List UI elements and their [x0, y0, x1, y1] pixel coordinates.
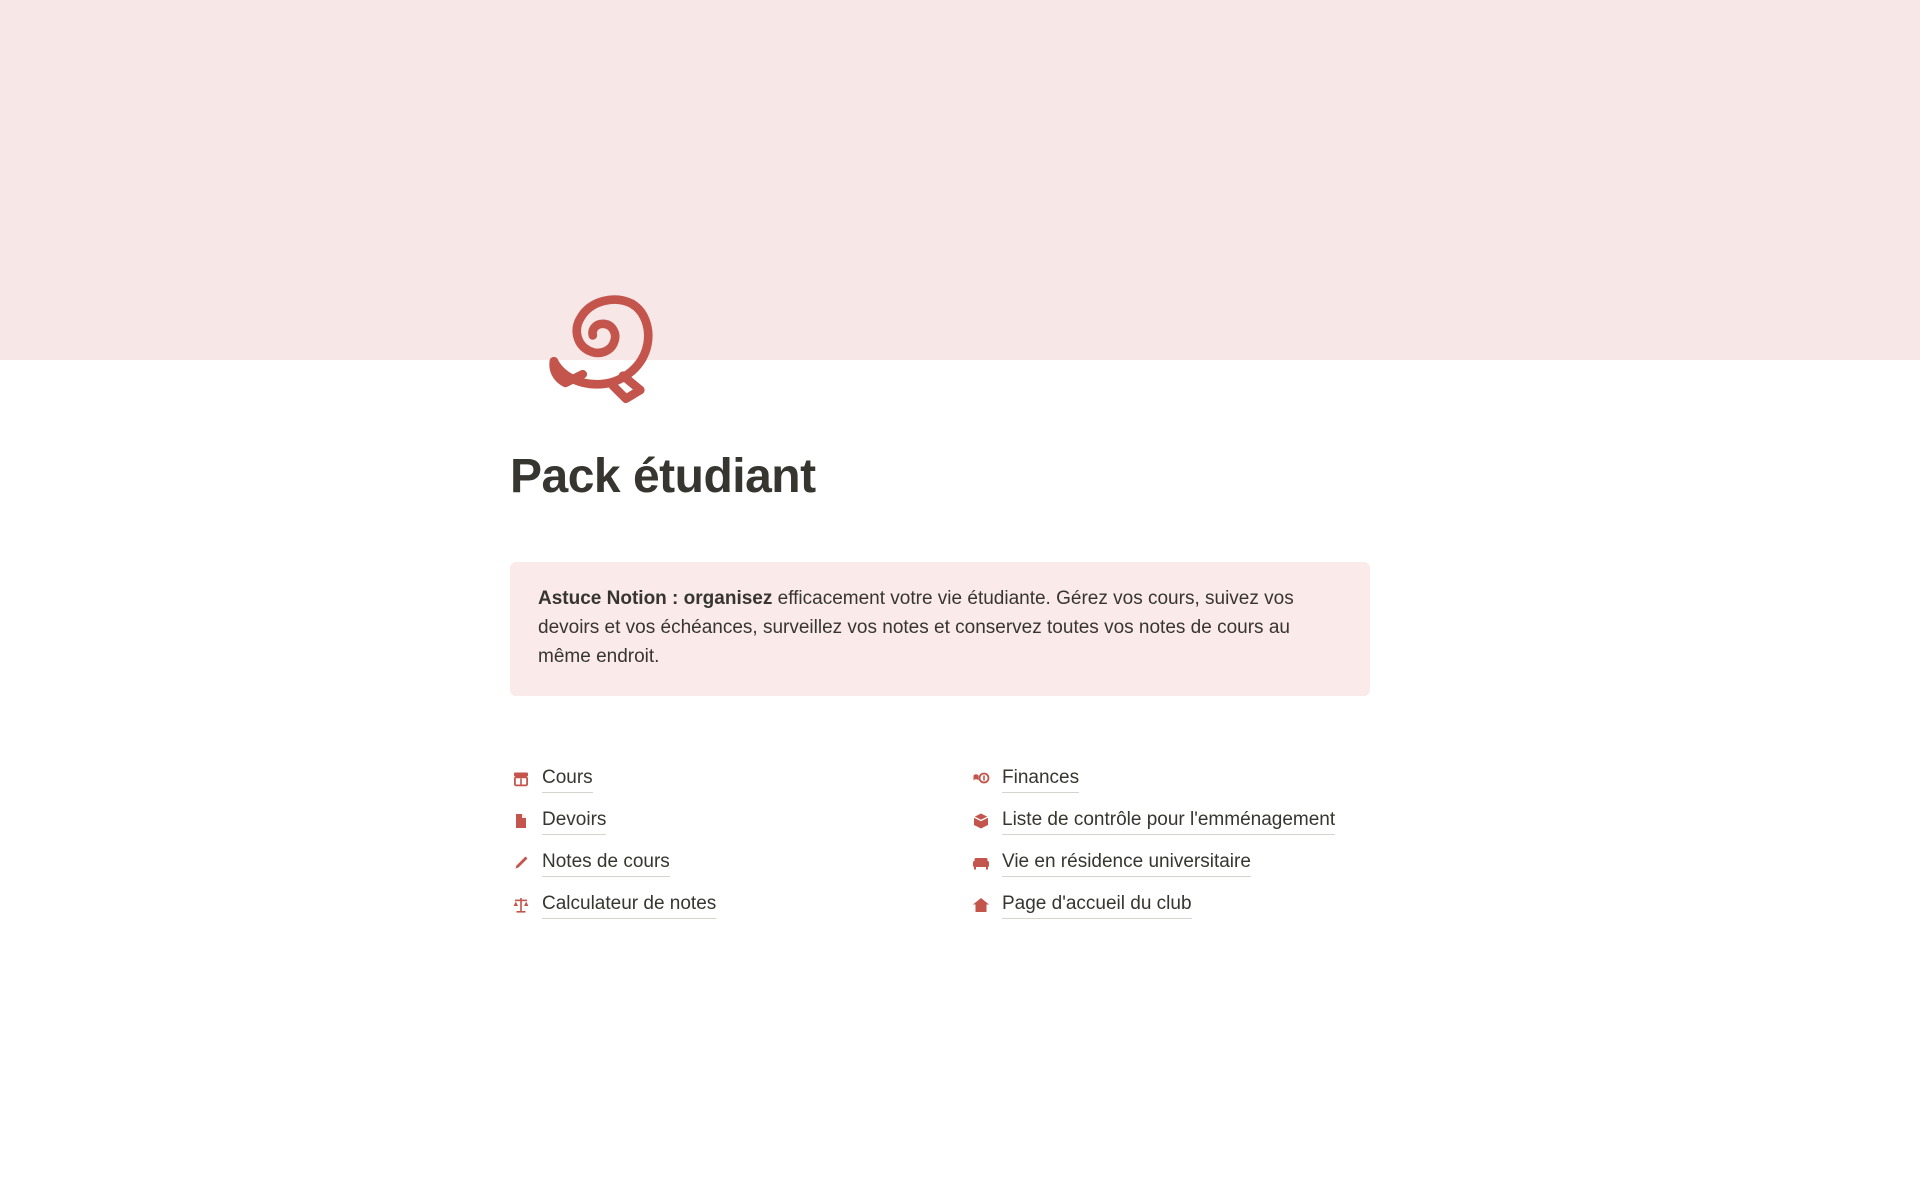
- document-icon: [510, 810, 532, 832]
- link-label: Liste de contrôle pour l'emménagement: [1002, 807, 1335, 836]
- link-item-devoirs[interactable]: [510, 804, 970, 838]
- calendar-icon: [510, 768, 532, 790]
- sofa-icon: [970, 852, 992, 874]
- link-column-right: [970, 762, 1430, 922]
- red-spiral-ribbon-icon[interactable]: [528, 272, 672, 416]
- link-item-finances[interactable]: [970, 762, 1430, 796]
- callout-block: [510, 562, 1370, 696]
- callout-lead: Astuce Notion : organisez: [538, 587, 773, 609]
- page-content: [510, 448, 1430, 922]
- link-label: Devoirs: [542, 807, 606, 836]
- page-cover: [0, 0, 1920, 360]
- link-label: Page d'accueil du club: [1002, 891, 1192, 920]
- link-label: Notes de cours: [542, 849, 670, 878]
- link-item-calculateur-de-notes[interactable]: [510, 888, 970, 922]
- link-item-vie-en-residence[interactable]: [970, 846, 1430, 880]
- link-label: Vie en résidence universitaire: [1002, 849, 1251, 878]
- link-item-page-accueil-club[interactable]: [970, 888, 1430, 922]
- link-label: Finances: [1002, 765, 1079, 794]
- scales-icon: [510, 894, 532, 916]
- money-icon: [970, 768, 992, 790]
- link-label: Cours: [542, 765, 593, 794]
- link-label: Calculateur de notes: [542, 891, 716, 920]
- link-item-liste-de-controle[interactable]: [970, 804, 1430, 838]
- link-column-left: [510, 762, 970, 922]
- callout-body: efficacement votre vie étudiante. Gérez vos cours, suivez vos devoirs et vos échéances, surveillez vos notes et conservez toutes vos notes de cours au même endroit.: [538, 587, 1294, 668]
- link-item-cours[interactable]: [510, 762, 970, 796]
- house-icon: [970, 894, 992, 916]
- pencil-icon: [510, 852, 532, 874]
- page-title: Pack étudiant: [510, 450, 816, 503]
- box-icon: [970, 810, 992, 832]
- link-sections: [510, 762, 1430, 922]
- link-item-notes-de-cours[interactable]: [510, 846, 970, 880]
